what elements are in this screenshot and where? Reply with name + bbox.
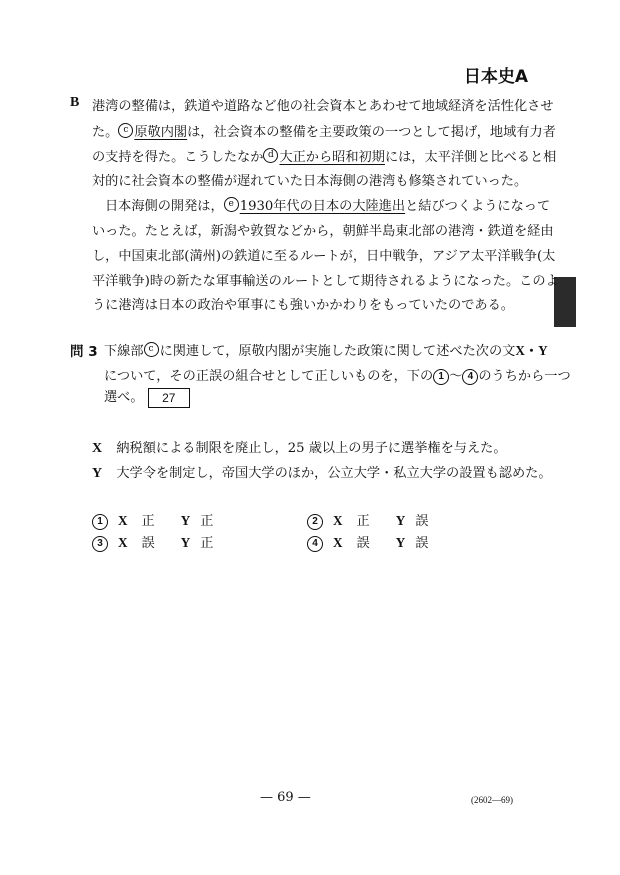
question-text: について，その正誤の組合せとして正しいものを，下の [104,369,434,384]
question-text: に関連して，原敬内閣が実施した政策に関して述べた次の文 [159,344,516,359]
choice-y-value: 誤 [415,514,429,529]
choice-x-key: X [118,513,128,528]
passage-line [92,121,556,140]
choice-3[interactable] [92,532,213,552]
statement-key: Y [92,466,103,481]
passage-text: は，社会資本の整備を主要政策の一つとして掲げ，地域有力者 [187,125,556,140]
passage-text: 対的に社会資本の整備が遅れていた日本海側の港湾も修築されていった。 [92,174,528,189]
question-text: 下線部 [104,344,144,359]
subject-title: 日本史A [463,67,528,87]
choice-y-value: 誤 [415,536,429,551]
underlined-term: 原敬内閣 [134,125,188,140]
page-code: (2602—69) [471,795,513,805]
question-line [104,386,190,408]
choice-y-value: 正 [200,536,214,551]
passage-text: の支持を得た。こうしたなか [92,150,264,165]
section-letter: B [70,95,80,110]
underline-marker-d: d [263,148,278,163]
underlined-term: 1930年代の日本の大陸進出 [239,199,406,214]
choice-1[interactable] [92,510,213,530]
passage-text: と結びつくようになって [405,199,551,214]
choice-number: 1 [92,514,108,530]
question-line [104,340,548,359]
underlined-term: 大正から昭和初期 [279,150,385,165]
passage-text: うに港湾は日本の政治や軍事にも強いかかわりをもっていたのである。 [92,298,514,313]
passage-text: 港湾の整備は，鉄道や道路など他の社会資本とあわせて地域経済を活性化させ [92,99,554,114]
choice-4[interactable] [307,532,428,552]
choice-x-key: X [333,513,343,528]
passage-text: た。 [92,125,119,140]
statement-text: 大学令を制定し，帝国大学のほか，公立大学・私立大学の設置も認めた。 [116,466,552,481]
choice-2[interactable] [307,510,428,530]
question-text: 選べ。 [104,390,144,405]
choice-number: 4 [307,536,323,552]
passage-line [92,294,514,313]
passage-line [92,170,527,189]
choice-x-value: 正 [141,514,155,529]
choice-y-key: Y [395,513,406,528]
choice-y-value: 正 [200,514,214,529]
choice-x-key: X [118,535,128,550]
page-number: — 69 — [260,790,311,805]
statement-key: X [92,441,103,456]
statement-text: 納税額による制限を廃止し，25 歳以上の男子に選挙権を与えた。 [116,441,507,456]
passage-line [105,195,550,214]
choice-number: 2 [307,514,323,530]
question-text: ～ [449,369,463,384]
passage-line [92,146,556,165]
answer-number-box[interactable]: 27 [148,388,190,408]
question-text: のうちから一つ [478,369,571,384]
choice-y-key: Y [180,535,191,550]
passage-line [92,220,554,239]
underline-marker-c: c [144,342,159,357]
question-label: 問 3 [70,344,98,360]
passage-text: いった。たとえば，新潟や敦賀などから，朝鮮半島東北部の港湾・鉄道を経由 [92,224,554,239]
choice-y-key: Y [395,535,406,550]
choice-x-key: X [333,535,343,550]
choice-x-value: 正 [356,514,370,529]
choice-number-4: 4 [462,369,478,385]
choice-number-1: 1 [433,369,449,385]
choice-y-key: Y [180,513,191,528]
passage-line [92,95,554,114]
underline-marker-e: e [224,197,239,212]
statement-y [92,462,552,482]
underline-marker-c: c [118,123,133,138]
passage-line [92,270,559,289]
passage-text: には，太平洋側と比べると相 [384,150,557,165]
passage-line [92,245,555,264]
passage-text: 平洋戦争)時の新たな軍事輸送のルートとして期待されるようになった。このよ [92,274,559,289]
question-line [104,365,571,385]
choice-x-value: 誤 [141,536,155,551]
choice-x-value: 誤 [356,536,370,551]
passage-text: 日本海側の開発は， [105,199,224,214]
choice-number: 3 [92,536,108,552]
statement-x [92,437,507,457]
question-xy: X・Y [515,343,548,358]
passage-text: し，中国東北部(満州)の鉄道に至るルートが，日中戦争，アジア太平洋戦争(太 [92,249,556,264]
